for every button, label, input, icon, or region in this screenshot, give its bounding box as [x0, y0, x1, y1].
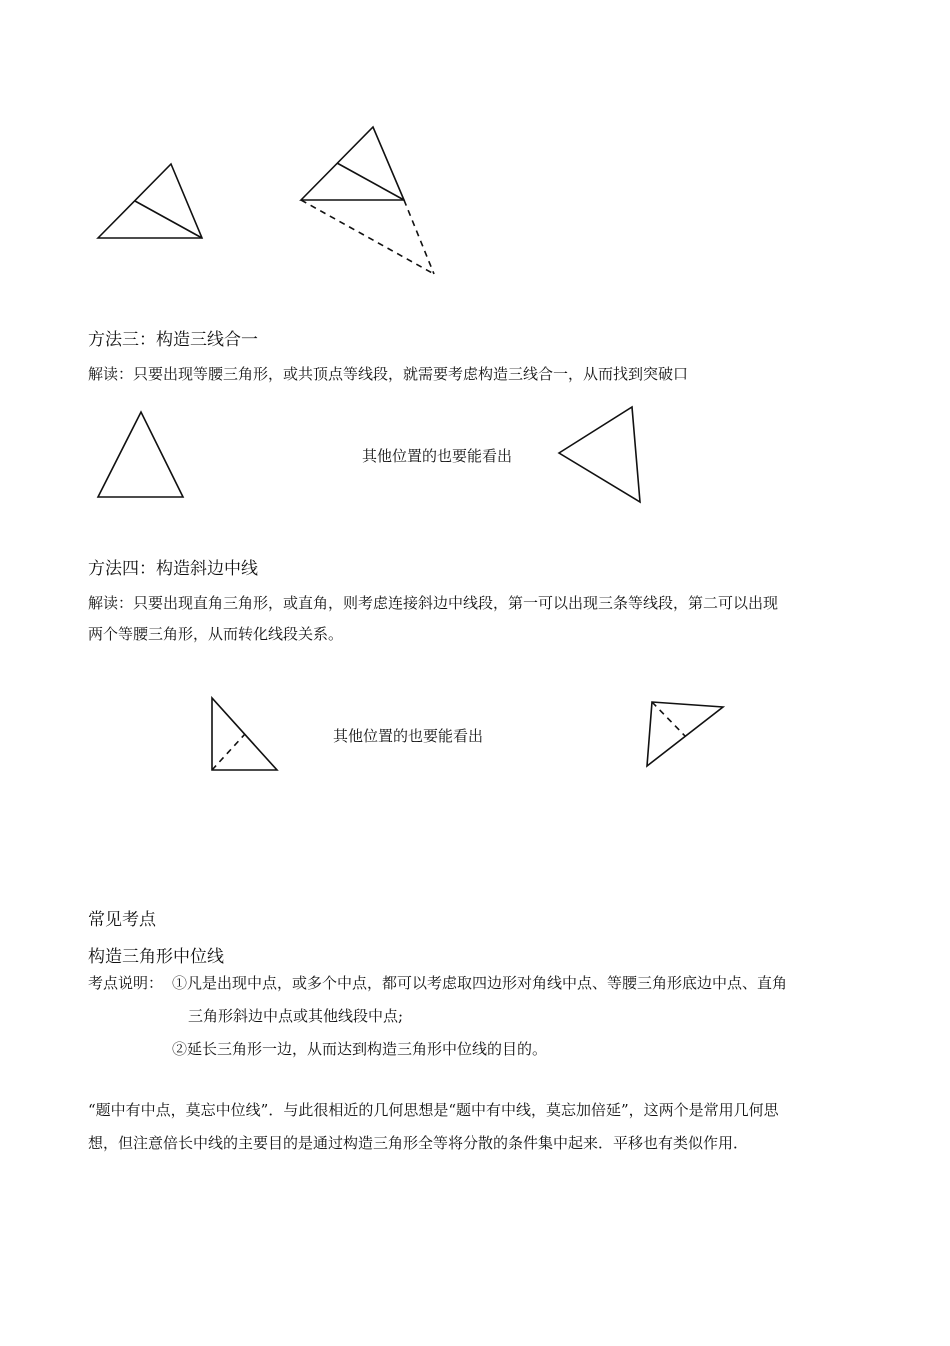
midline-triangle-figure	[0, 0, 950, 300]
extension-dashed-2	[404, 200, 434, 274]
isosceles-triangle-rotated	[559, 407, 640, 502]
median-left	[212, 734, 245, 770]
note-item1-line2: 三角形斜边中点或其他线段中点;	[188, 1007, 404, 1025]
method4-caption: 其他位置的也要能看出	[333, 727, 484, 745]
summary-line2: 想，但注意倍长中线的主要目的是通过构造三角形全等将分散的条件集中起来．平移也有类似作用．	[88, 1134, 749, 1152]
midline-right	[337, 163, 404, 200]
method3-caption: 其他位置的也要能看出	[362, 447, 513, 465]
method4-heading: 方法四：构造斜边中线	[88, 559, 258, 579]
extension-dashed-1	[301, 200, 434, 274]
note-label: 考点说明：	[88, 974, 164, 992]
method3-heading: 方法三：构造三线合一	[88, 330, 258, 350]
right-triangle-rotated	[647, 702, 723, 766]
midline-left	[135, 201, 202, 238]
method3-explanation: 解读：只要出现等腰三角形，或共顶点等线段，就需要考虑构造三线合一，从而找到突破口	[88, 365, 689, 383]
triangle-right	[301, 127, 404, 200]
method4-explanation-line2: 两个等腰三角形，从而转化线段关系。	[88, 625, 344, 643]
note-item2: ②延长三角形一边，从而达到构造三角形中位线的目的。	[172, 1040, 548, 1058]
summary-line1: “题中有中点，莫忘中位线”．与此很相近的几何思想是“题中有中线，莫忘加倍延”，这两个是常用几何思	[88, 1101, 779, 1119]
isosceles-triangle-left	[98, 412, 183, 497]
median-right	[652, 702, 685, 736]
midline-subheading: 构造三角形中位线	[88, 947, 224, 967]
note-item1-line1: ①凡是出现中点，或多个中点，都可以考虑取四边形对角线中点、等腰三角形底边中点、直角	[172, 974, 788, 992]
method4-explanation-line1: 解读：只要出现直角三角形，或直角，则考虑连接斜边中线段，第一可以出现三条等线段，第二可以出现	[88, 594, 779, 612]
triangle-left	[98, 164, 202, 238]
common-points-heading: 常见考点	[88, 910, 156, 930]
